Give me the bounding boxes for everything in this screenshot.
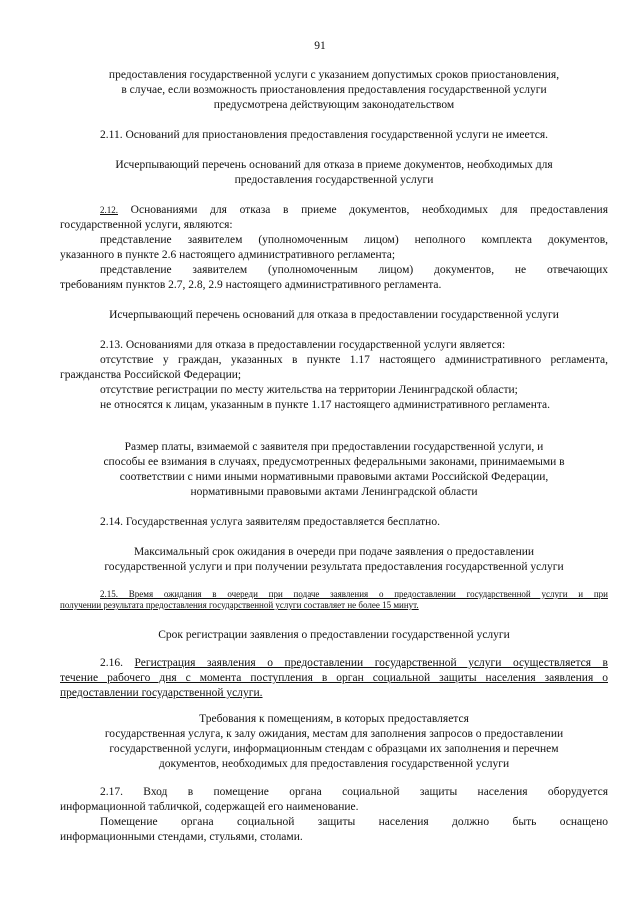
- text-line: предоставлении государственной услуги.: [60, 687, 263, 699]
- paragraph-2-13: 2.13. Основаниями для отказа в предоставлении государственной услуги является:: [100, 339, 506, 351]
- heading-fee: способы ее взимания в случаях, предусмотренных федеральными законами, принимаемыми в: [103, 456, 565, 468]
- heading-refusal-service: Исчерпывающий перечень оснований для отказа в предоставлении государственной услуги: [109, 309, 559, 321]
- text-line: отсутствие регистрации по месту жительства на территории Ленинградской области;: [100, 384, 518, 396]
- text-line: информационными стендами, стульями, столами.: [60, 831, 303, 843]
- text-line: указанного в пункте 2.6 настоящего административного регламента;: [60, 249, 396, 261]
- text-line: в случае, если возможность приостановления предоставления государственной услуги: [121, 84, 547, 96]
- text-span: Основаниями для отказа в приеме документов, необходимых для предоставления: [130, 204, 608, 216]
- text-line: представление заявителем (уполномоченным лицом) неполного комплекта документов,: [100, 234, 608, 246]
- heading-fee: Размер платы, взимаемой с заявителя при предоставлении государственной услуги, и: [124, 441, 544, 453]
- text-line: Помещение органа социальной защиты населения должно быть оснащено: [100, 816, 608, 828]
- heading-fee: нормативными правовыми актами Ленинградской области: [190, 486, 478, 498]
- text-line: получении результата предоставления государственной услуги составляет не более 15 минут.: [60, 600, 419, 610]
- heading-premises: Требования к помещениям, в которых предоставляется: [199, 713, 469, 725]
- text-line: информационной табличкой, содержащей его наименование.: [60, 801, 359, 813]
- heading-refusal-documents: предоставления государственной услуги: [234, 174, 434, 186]
- text-line: предусмотрена действующим законодательством: [213, 99, 455, 111]
- text-line: требованиям пунктов 2.7, 2.8, 2.9 настоящего административного регламента.: [60, 279, 442, 291]
- heading-fee: соответствии с ними иными нормативными правовыми актами Российской Федерации,: [119, 471, 549, 483]
- text-line: представление заявителем (уполномоченным лицом) документов, не отвечающих: [100, 264, 608, 276]
- paragraph-2-17: 2.17. Вход в помещение органа социальной защиты населения оборудуется: [100, 786, 608, 798]
- clause-number: 2.12.: [100, 205, 118, 215]
- clause-number: 2.16.: [100, 657, 123, 669]
- paragraph-2-14: 2.14. Государственная услуга заявителям предоставляется бесплатно.: [100, 516, 440, 528]
- heading-waiting-time: государственной услуги и при получении результата предоставления государственной услуги: [104, 561, 564, 573]
- heading-registration: Срок регистрации заявления о предоставлении государственной услуги: [158, 629, 510, 641]
- text-line: государственной услуги, являются:: [60, 219, 233, 231]
- heading-premises: государственной услуги, информационным стендам с образцами их заполнения и перечнем: [109, 743, 559, 755]
- paragraph-2-16: [100, 656, 608, 670]
- paragraph-2-15: 2.15. Время ожидания в очереди при подаче заявления о предоставлении государственной услуги и при: [100, 589, 608, 599]
- text-line: отсутствие у граждан, указанных в пункте 1.17 настоящего административного регламента,: [100, 354, 608, 366]
- text-line: предоставления государственной услуги с указанием допустимых сроков приостановления,: [108, 69, 560, 81]
- heading-waiting-time: Максимальный срок ожидания в очереди при подаче заявления о предоставлении: [133, 546, 535, 558]
- paragraph-2-12: [100, 203, 608, 217]
- page-number: 91: [314, 40, 326, 52]
- heading-refusal-documents: Исчерпывающий перечень оснований для отказа в приеме документов, необходимых для: [115, 159, 553, 171]
- text-line: не относятся к лицам, указанным в пункте 1.17 настоящего административного регламента.: [100, 399, 550, 411]
- text-span: Регистрация заявления о предоставлении государственной услуги осуществляется в: [134, 657, 608, 669]
- heading-premises: государственная услуга, к залу ожидания, местам для заполнения запросов о предоставлении: [104, 728, 564, 740]
- text-line: течение рабочего дня с момента поступления в орган социальной защиты населения заявления о: [60, 672, 608, 684]
- paragraph-2-11: 2.11. Оснований для приостановления предоставления государственной услуги не имеется.: [100, 129, 549, 141]
- text-line: гражданства Российской Федерации;: [60, 369, 242, 381]
- heading-premises: документов, необходимых для предоставления государственной услуги: [158, 758, 510, 770]
